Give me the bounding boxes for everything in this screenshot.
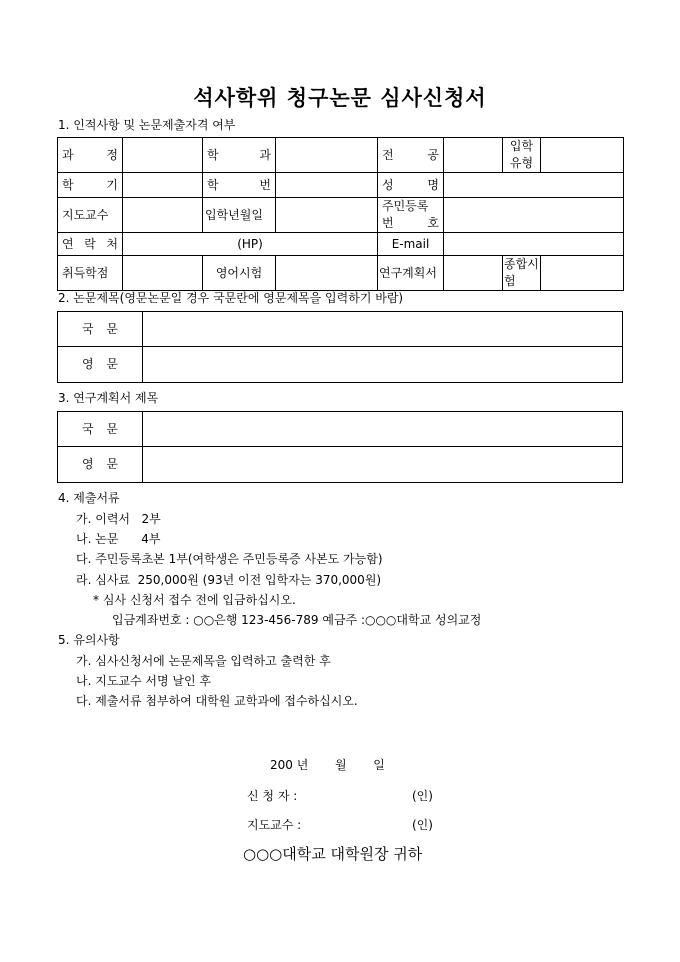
label-plan-english: 영 문	[58, 447, 143, 483]
applicant-seal: (인)	[412, 789, 433, 803]
contact-hp-field[interactable]: (HP)	[123, 233, 378, 256]
account-info: 입금계좌번호 : ○○은행 123-456-789 예금주 :○○○대학교 성의교정	[112, 613, 482, 627]
section3-heading: 3. 연구계획서 제목	[58, 391, 159, 405]
applicant-label: 신 청 자 :	[247, 789, 298, 803]
label-advisor: 지도교수	[58, 198, 123, 233]
personal-info-table	[57, 137, 624, 291]
label-english-test: 영어시험	[203, 256, 276, 291]
name-field[interactable]	[444, 173, 624, 198]
advisor-sign-label: 지도교수 :	[247, 818, 302, 832]
doc-item: 라. 심사료 250,000원 (93년 이전 입학자는 370,000원)	[76, 573, 382, 587]
department-field[interactable]	[276, 138, 378, 173]
addressee: ○○○대학교 대학원장 귀하	[243, 845, 423, 863]
label-name: 성 명	[378, 173, 444, 198]
label-credits: 취득학점	[58, 256, 123, 291]
label-major: 전 공	[378, 138, 444, 173]
course-field[interactable]	[123, 138, 203, 173]
research-plan-field[interactable]	[444, 256, 503, 291]
label-course: 과 정	[58, 138, 123, 173]
thesis-title-table	[57, 311, 623, 383]
section5-heading: 5. 유의사항	[58, 633, 120, 647]
comprehensive-exam-field[interactable]	[541, 256, 624, 291]
section2-heading: 2. 논문제목(영문논문일 경우 국문란에 영문제목을 입력하기 바람)	[58, 291, 404, 305]
page-title: 석사학위 청구논문 심사신청서	[193, 85, 487, 110]
advisor-field[interactable]	[123, 198, 203, 233]
label-department: 학 과	[203, 138, 276, 173]
email-field[interactable]	[444, 233, 624, 256]
thesis-title-korean-field[interactable]	[143, 312, 623, 347]
english-test-field[interactable]	[276, 256, 378, 291]
label-contact: 연 락 처	[58, 233, 123, 256]
student-id-field[interactable]	[276, 173, 378, 198]
label-semester: 학 기	[58, 173, 123, 198]
doc-item: 가. 이력서 2부	[76, 512, 161, 526]
label-comprehensive-exam: 종합시험	[503, 256, 541, 291]
label-admission-type: 입학 유형	[503, 138, 541, 173]
label-thesis-english: 영 문	[58, 347, 143, 383]
research-plan-title-table	[57, 411, 623, 483]
date-line: 200 년 월 일	[270, 758, 385, 772]
admission-date-field[interactable]	[276, 198, 378, 233]
credits-field[interactable]	[123, 256, 203, 291]
label-plan-korean: 국 문	[58, 412, 143, 447]
resident-no-field[interactable]	[444, 198, 624, 233]
section1-heading: 1. 인적사항 및 논문제출자격 여부	[58, 118, 236, 132]
thesis-title-english-field[interactable]	[143, 347, 623, 383]
label-research-plan: 연구계획서	[378, 256, 444, 291]
section4-heading: 4. 제출서류	[58, 491, 120, 505]
label-email: E-mail	[378, 233, 444, 256]
label-admission-date: 입학년월일	[203, 198, 276, 233]
doc-item: 나. 논문 4부	[76, 532, 161, 546]
label-thesis-korean: 국 문	[58, 312, 143, 347]
advisor-seal: (인)	[412, 818, 433, 832]
admission-type-field[interactable]	[541, 138, 624, 173]
label-student-id: 학 번	[203, 173, 276, 198]
plan-title-english-field[interactable]	[143, 447, 623, 483]
label-resident-no: 주민등록 번 호	[378, 198, 444, 233]
major-field[interactable]	[444, 138, 503, 173]
note-item: 다. 제출서류 첨부하여 대학원 교학과에 접수하십시오.	[76, 694, 358, 708]
note-item: 가. 심사신청서에 논문제목을 입력하고 출력한 후	[76, 654, 331, 668]
payment-note: * 심사 신청서 접수 전에 입금하십시오.	[93, 593, 296, 607]
plan-title-korean-field[interactable]	[143, 412, 623, 447]
doc-item: 다. 주민등록초본 1부(여학생은 주민등록증 사본도 가능함)	[76, 552, 383, 566]
note-item: 나. 지도교수 서명 날인 후	[76, 674, 211, 688]
semester-field[interactable]	[123, 173, 203, 198]
